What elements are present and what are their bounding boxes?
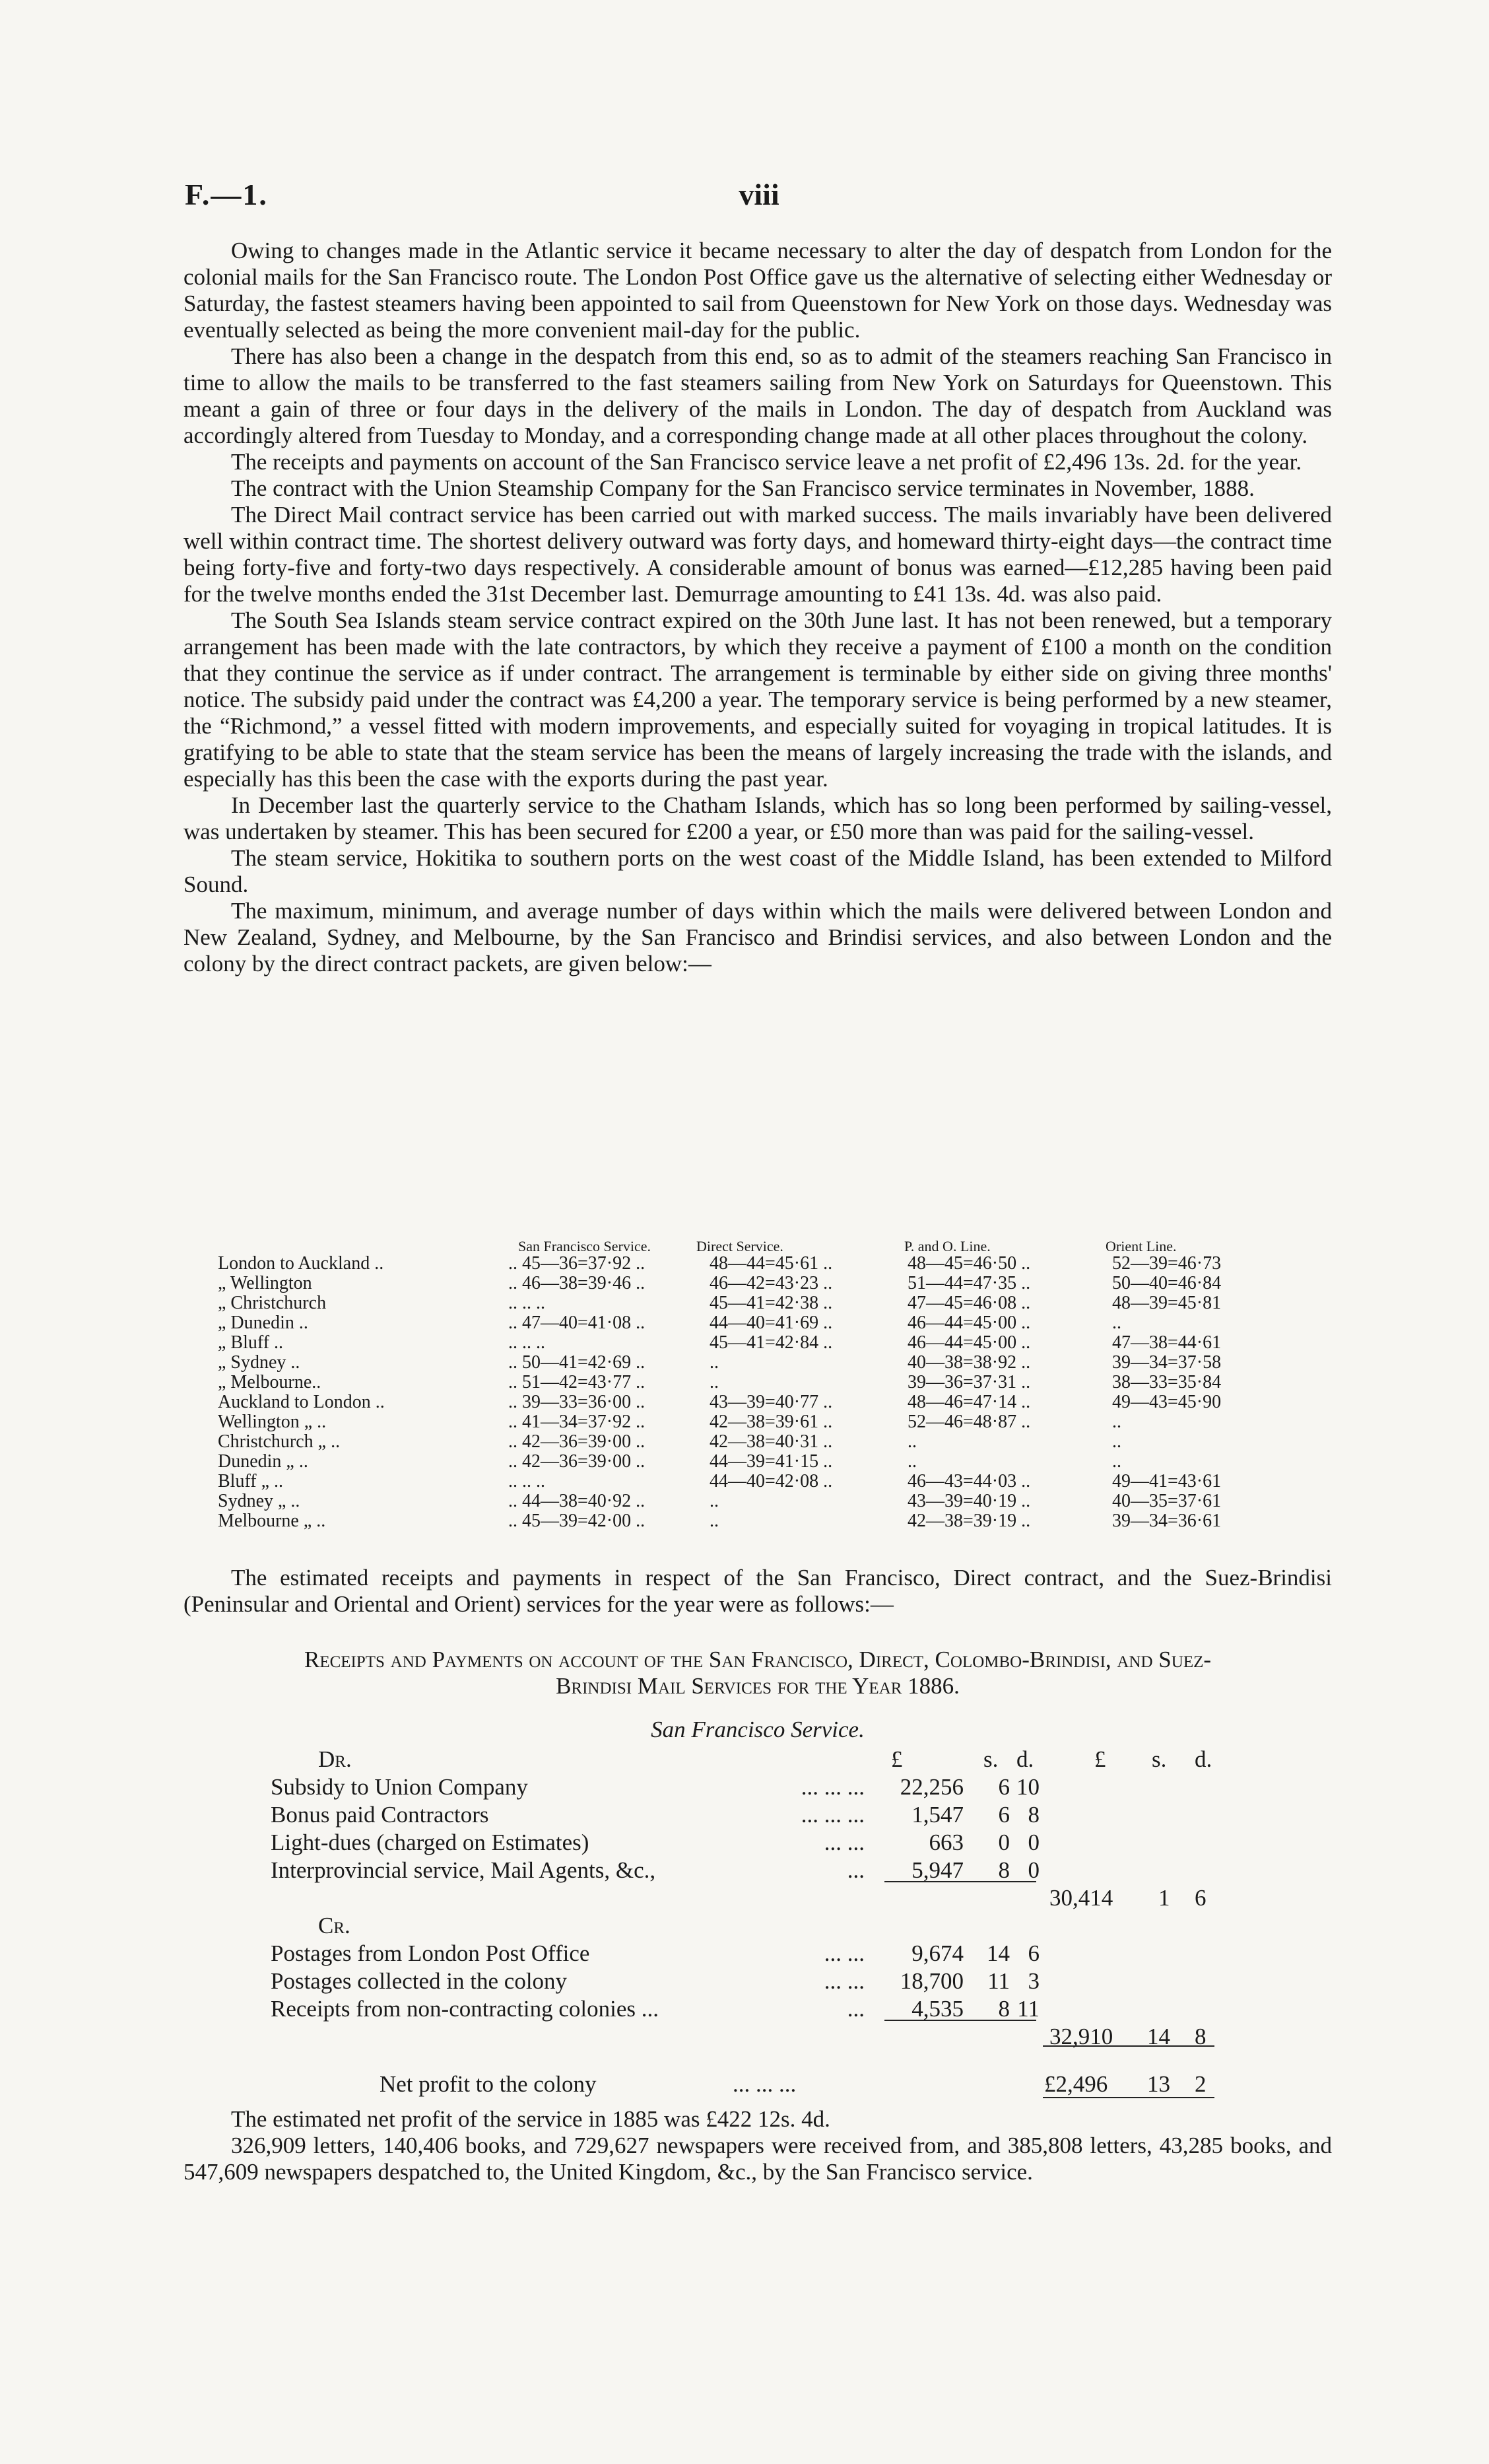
table-cell: .. 46—38=39·46 .. bbox=[508, 1273, 645, 1293]
table-cell: 40—35=37·61 bbox=[1112, 1491, 1222, 1511]
table-cell: 46—44=45·00 .. bbox=[908, 1313, 1031, 1333]
net-shillings: 13 bbox=[1147, 2071, 1170, 2097]
table-cell: 42—38=39·61 .. bbox=[710, 1412, 833, 1432]
total-pounds: 30,414 bbox=[1049, 1885, 1113, 1911]
service-heading: San Francisco Service. bbox=[651, 1717, 865, 1742]
table-cell: .. 42—36=39·00 .. bbox=[508, 1451, 645, 1472]
table-cell: .. bbox=[1112, 1412, 1121, 1432]
table-cell: .. bbox=[1112, 1313, 1121, 1333]
item-pounds: 22,256 bbox=[900, 1774, 964, 1800]
paragraph: Owing to changes made in the Atlantic service it became necessary to alter the day of despatch from London for the colonial mails for the San Francisco route. The London Post Office gave us the alternative of selecting either Wednesday or Saturday, the fastest steamers having been appointed to sail from Queenstown for New York on those days. Wednesday was eventually selected as being the more convenient mail-day for the public. bbox=[183, 238, 1332, 343]
sum-rule bbox=[884, 2020, 1036, 2021]
table-cell: .. 41—34=37·92 .. bbox=[508, 1412, 645, 1432]
col-pence: d. bbox=[1195, 1746, 1212, 1772]
table-cell: .. bbox=[908, 1451, 917, 1472]
page-number: viii bbox=[739, 178, 779, 211]
table-cell: .. 50—41=42·69 .. bbox=[508, 1352, 645, 1373]
item-pence: 3 bbox=[1028, 1968, 1040, 1994]
table-cell: 44—39=41·15 .. bbox=[710, 1451, 833, 1472]
paragraph: The estimated receipts and payments in respect of the San Francisco, Direct contract, and the Suez-Brindisi (Peninsular and Oriental and Orient) services for the year were as follows:— bbox=[183, 1565, 1332, 1617]
table-cell: .. 42—36=39·00 .. bbox=[508, 1431, 645, 1452]
table-cell: Christchurch „ .. bbox=[218, 1431, 341, 1452]
column-header: P. and O. Line. bbox=[904, 1238, 991, 1254]
leader-dots: ... ... bbox=[824, 1968, 865, 1994]
item-pounds: 1,547 bbox=[911, 1802, 964, 1828]
table-cell: 38—33=35·84 bbox=[1112, 1372, 1222, 1392]
item-shillings: 14 bbox=[987, 1940, 1010, 1966]
total-shillings: 1 bbox=[1158, 1885, 1170, 1911]
document-reference: F.—1. bbox=[185, 178, 268, 211]
table-cell: .. bbox=[908, 1431, 917, 1452]
table-cell: .. 39—33=36·00 .. bbox=[508, 1392, 645, 1412]
paragraph: In December last the quarterly service to the Chatham Islands, which has so long been performed by sailing-vessel, was undertaken by steamer. This has been secured for £200 a year, or £50 more than was paid for the sailing-vessel. bbox=[183, 792, 1332, 844]
table-cell: „ Christchurch bbox=[218, 1293, 327, 1313]
column-header: Direct Service. bbox=[696, 1238, 783, 1254]
col-pounds: £ bbox=[891, 1746, 903, 1772]
table-cell: Sydney „ .. bbox=[218, 1491, 300, 1511]
account-item-label: Postages collected in the colony bbox=[271, 1968, 568, 1994]
leader-dots: ... ... ... bbox=[801, 1774, 865, 1800]
item-pence: 11 bbox=[1017, 1996, 1040, 2022]
table-cell: 40—38=38·92 .. bbox=[908, 1352, 1031, 1373]
item-pounds: 18,700 bbox=[900, 1968, 964, 1994]
account-item-label: Light-dues (charged on Estimates) bbox=[271, 1830, 589, 1855]
table-cell: .. .. .. bbox=[508, 1471, 545, 1491]
table-cell: .. bbox=[1112, 1431, 1121, 1452]
item-shillings: 0 bbox=[998, 1830, 1010, 1855]
table-cell: 44—40=42·08 .. bbox=[710, 1471, 833, 1491]
item-shillings: 8 bbox=[998, 1857, 1010, 1883]
total-pence: 8 bbox=[1195, 2024, 1207, 2049]
col-shillings: s. bbox=[983, 1746, 999, 1772]
leader-dots: ... ... bbox=[824, 1830, 865, 1855]
table-cell: .. 47—40=41·08 .. bbox=[508, 1313, 645, 1333]
total-pence: 6 bbox=[1195, 1885, 1207, 1911]
account-header-row bbox=[271, 1913, 1221, 1940]
table-cell: .. bbox=[1112, 1451, 1121, 1472]
account-header-row bbox=[271, 1746, 1221, 1774]
item-pence: 6 bbox=[1028, 1940, 1040, 1966]
table-cell: Wellington „ .. bbox=[218, 1412, 327, 1432]
table-cell: 47—45=46·08 .. bbox=[908, 1293, 1031, 1313]
item-pence: 0 bbox=[1028, 1830, 1040, 1855]
column-header: San Francisco Service. bbox=[518, 1238, 651, 1254]
table-cell: 50—40=46·84 bbox=[1112, 1273, 1222, 1293]
item-pounds: 663 bbox=[929, 1830, 964, 1855]
table-cell: 42—38=40·31 .. bbox=[710, 1431, 833, 1452]
table-cell: 46—42=43·23 .. bbox=[710, 1273, 833, 1293]
table-cell: 52—46=48·87 .. bbox=[908, 1412, 1031, 1432]
account-item-label: Bonus paid Contractors bbox=[271, 1802, 489, 1828]
account-line bbox=[271, 1968, 1221, 1996]
table-cell: 44—40=41·69 .. bbox=[710, 1313, 833, 1333]
paragraph: There has also been a change in the despatch from this end, so as to admit of the steamers reaching San Francisco in time to allow the mails to be transferred to the fast steamers sailing from New York on Saturdays for Queenstown. This meant a gain of three or four days in the delivery of the mails in London. The day of despatch from Auckland was accordingly altered from Tuesday to Monday, and a corresponding change made at all other places throughout the colony. bbox=[183, 343, 1332, 448]
sum-rule bbox=[1043, 2045, 1214, 2047]
credit-total-row bbox=[271, 2024, 1221, 2051]
table-cell: Auckland to London .. bbox=[218, 1392, 385, 1412]
table-cell: .. .. .. bbox=[508, 1293, 545, 1313]
paragraph: The estimated net profit of the service in 1885 was £422 12s. 4d. bbox=[231, 2106, 830, 2132]
account-line bbox=[271, 1830, 1221, 1857]
table-cell: Melbourne „ .. bbox=[218, 1511, 326, 1531]
table-cell: 39—34=37·58 bbox=[1112, 1352, 1222, 1373]
paragraph: The receipts and payments on account of the San Francisco service leave a net profit of £2,496 13s. 2d. for the year. bbox=[231, 449, 1302, 475]
table-cell: 48—45=46·50 .. bbox=[908, 1253, 1031, 1274]
table-cell: Dunedin „ .. bbox=[218, 1451, 308, 1472]
accounts-title-line: Receipts and Payments on account of the San Francisco, Direct, Colombo-Brindisi, and Suez- bbox=[304, 1647, 1212, 1672]
item-shillings: 11 bbox=[987, 1968, 1010, 1994]
account-line bbox=[271, 1774, 1221, 1802]
table-cell: 46—44=45·00 .. bbox=[908, 1332, 1031, 1353]
leader-dots: ... bbox=[847, 1996, 865, 2022]
account-line bbox=[271, 1940, 1221, 1968]
total-shillings: 14 bbox=[1147, 2024, 1170, 2049]
paragraph: The Direct Mail contract service has been carried out with marked success. The mails invariably have been delivered well within contract time. The shortest delivery outward was forty days, and homeward thirty-eight days—the contract time being forty-five and forty-two days respectively. A considerable amount of bonus was earned—£12,285 having been paid for the twelve months ended the 31st December last. Demurrage amounting to £41 13s. 4d. was also paid. bbox=[183, 502, 1332, 607]
account-item-label: Receipts from non-contracting colonies ... bbox=[271, 1996, 659, 2022]
account-item-label: Interprovincial service, Mail Agents, &c., bbox=[271, 1857, 656, 1883]
item-pence: 8 bbox=[1028, 1802, 1040, 1828]
table-cell: 48—39=45·81 bbox=[1112, 1293, 1222, 1313]
paragraph: The maximum, minimum, and average number of days within which the mails were delivered between London and New Zealand, Sydney, and Melbourne, by the San Francisco and Brindisi services, and also between London and the colony by the direct contract packets, are given below:— bbox=[183, 898, 1332, 976]
table-cell: 49—43=45·90 bbox=[1112, 1392, 1222, 1412]
col-shillings: s. bbox=[1152, 1746, 1167, 1772]
table-cell: 39—36=37·31 .. bbox=[908, 1372, 1031, 1392]
table-cell: 46—43=44·03 .. bbox=[908, 1471, 1031, 1491]
table-cell: 49—41=43·61 bbox=[1112, 1471, 1222, 1491]
body-text bbox=[183, 238, 1332, 977]
closing-text bbox=[183, 2106, 1332, 2185]
item-pounds: 4,535 bbox=[911, 1996, 964, 2022]
table-cell: „ Wellington bbox=[218, 1273, 312, 1293]
table-cell: .. 44—38=40·92 .. bbox=[508, 1491, 645, 1511]
paragraph: The steam service, Hokitika to southern ports on the west coast of the Middle Island, has been extended to Milford Sound. bbox=[183, 845, 1332, 897]
paragraph: The contract with the Union Steamship Company for the San Francisco service terminates in November, 1888. bbox=[231, 475, 1255, 501]
table-cell: 39—34=36·61 bbox=[1112, 1511, 1222, 1531]
leader-dots: ... bbox=[847, 1857, 865, 1883]
credit-label: Cr. bbox=[318, 1913, 350, 1938]
table-cell: 43—39=40·19 .. bbox=[908, 1491, 1031, 1511]
item-shillings: 8 bbox=[998, 1996, 1010, 2022]
account-line bbox=[271, 1802, 1221, 1830]
table-cell: 48—44=45·61 .. bbox=[710, 1253, 833, 1274]
table-cell: 42—38=39·19 .. bbox=[908, 1511, 1031, 1531]
table-cell: .. 45—36=37·92 .. bbox=[508, 1253, 645, 1274]
account-item-label: Postages from London Post Office bbox=[271, 1940, 590, 1966]
after-table-text bbox=[183, 1565, 1332, 1618]
leader-dots: ... ... ... bbox=[733, 2071, 797, 2097]
item-shillings: 6 bbox=[998, 1802, 1010, 1828]
col-pence: d. bbox=[1016, 1746, 1034, 1772]
item-shillings: 6 bbox=[998, 1774, 1010, 1800]
accounts-title-line: Brindisi Mail Services for the Year 1886. bbox=[556, 1673, 960, 1699]
table-cell: .. bbox=[710, 1372, 719, 1392]
table-cell: „ Dunedin .. bbox=[218, 1313, 308, 1333]
debit-total-row bbox=[271, 1885, 1221, 1913]
table-cell: 45—41=42·84 .. bbox=[710, 1332, 833, 1353]
table-cell: 48—46=47·14 .. bbox=[908, 1392, 1031, 1412]
table-cell: .. 51—42=43·77 .. bbox=[508, 1372, 645, 1392]
table-cell: .. bbox=[710, 1352, 719, 1373]
account-item-label: Subsidy to Union Company bbox=[271, 1774, 528, 1800]
item-pounds: 5,947 bbox=[911, 1857, 964, 1883]
account-line bbox=[271, 1996, 1221, 2024]
paragraph: 326,909 letters, 140,406 books, and 729,627 newspapers were received from, and 385,808 letters, 43,285 books, and 547,609 newspapers despatched to, the United Kingdom, &c., by the San Francisco service. bbox=[183, 2133, 1332, 2185]
item-pounds: 9,674 bbox=[911, 1940, 964, 1966]
leader-dots: ... ... bbox=[824, 1940, 865, 1966]
table-cell: „ Sydney .. bbox=[218, 1352, 300, 1373]
accounts-title bbox=[183, 1647, 1332, 1699]
table-cell: .. 45—39=42·00 .. bbox=[508, 1511, 645, 1531]
page-header bbox=[185, 177, 1333, 217]
table-cell: .. .. .. bbox=[508, 1332, 545, 1353]
table-cell: 45—41=42·38 .. bbox=[710, 1293, 833, 1313]
sum-rule bbox=[1043, 2097, 1214, 2098]
sum-rule bbox=[884, 1881, 1036, 1882]
column-header: Orient Line. bbox=[1106, 1238, 1177, 1254]
debit-label: Dr. bbox=[318, 1746, 352, 1772]
item-pence: 10 bbox=[1016, 1774, 1040, 1800]
net-pounds: £2,496 bbox=[1044, 2071, 1108, 2097]
net-pence: 2 bbox=[1195, 2071, 1207, 2097]
item-pence: 0 bbox=[1028, 1857, 1040, 1883]
account-line bbox=[271, 1857, 1221, 1885]
table-cell: „ Melbourne.. bbox=[218, 1372, 321, 1392]
col-pounds: £ bbox=[1094, 1746, 1106, 1772]
table-cell: Bluff „ .. bbox=[218, 1471, 284, 1491]
net-profit-label: Net profit to the colony bbox=[380, 2071, 597, 2097]
table-cell: 51—44=47·35 .. bbox=[908, 1273, 1031, 1293]
table-cell: 47—38=44·61 bbox=[1112, 1332, 1222, 1353]
table-cell: 52—39=46·73 bbox=[1112, 1253, 1222, 1274]
total-pounds: 32,910 bbox=[1049, 2024, 1113, 2049]
paragraph: The South Sea Islands steam service contract expired on the 30th June last. It has not been renewed, but a temporary arrangement has been made with the late contractors, by which they receive a payment of £100 a month on the condition that they continue the service as if under contract. The arrangement is terminable by either side on giving three months' notice. The subsidy paid under the contract was £4,200 a year. The temporary service is being performed by a new steamer, the “Richmond,” a vessel fitted with modern improvements, and especially suited for voyaging in tropical latitudes. It is gratifying to be able to state that the steam service has been the means of largely increasing the trade with the islands, and especially has this been the case with the exports during the past year. bbox=[183, 607, 1332, 792]
table-cell: London to Auckland .. bbox=[218, 1253, 384, 1274]
table-cell: .. bbox=[710, 1511, 719, 1531]
leader-dots: ... ... ... bbox=[801, 1802, 865, 1828]
table-cell: „ Bluff .. bbox=[218, 1332, 284, 1353]
table-cell: .. bbox=[710, 1491, 719, 1511]
table-cell: 43—39=40·77 .. bbox=[710, 1392, 833, 1412]
net-profit-row bbox=[271, 2071, 1221, 2099]
